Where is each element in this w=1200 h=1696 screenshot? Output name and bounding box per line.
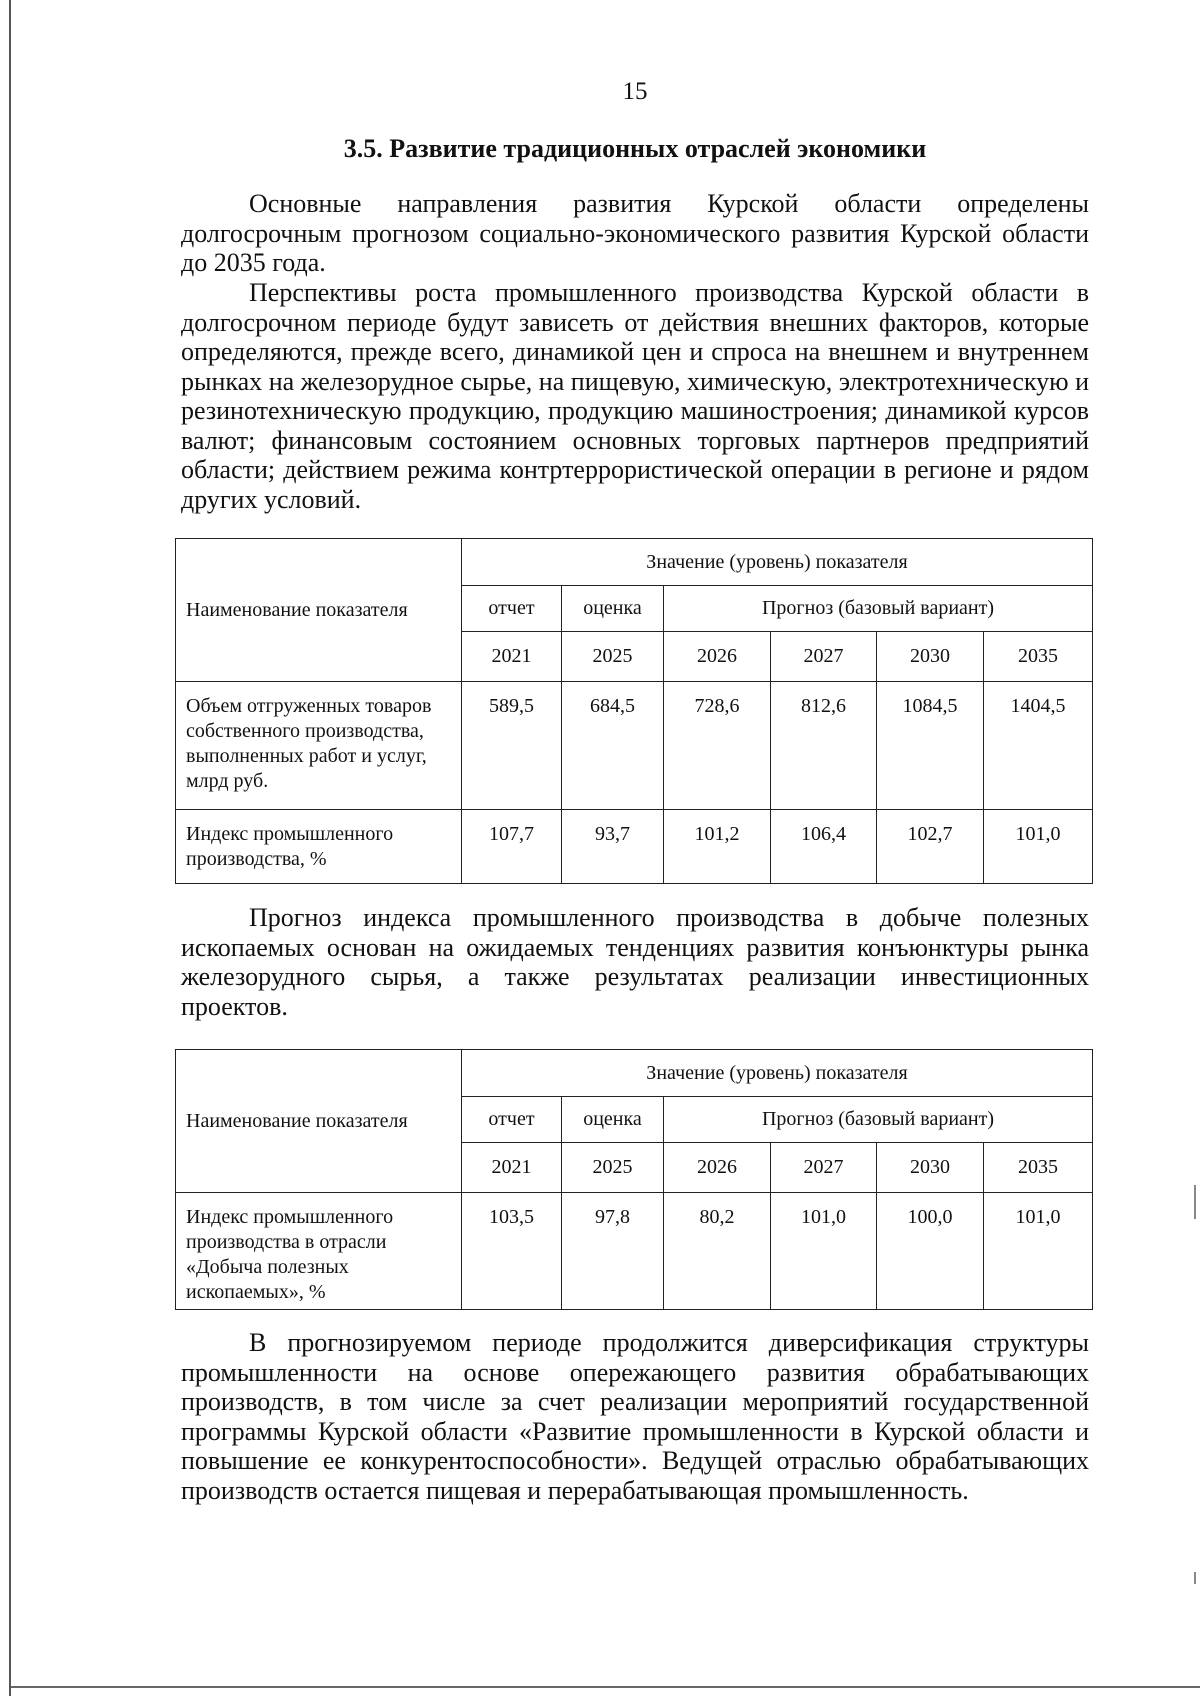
header-year: 2026 bbox=[664, 632, 771, 682]
indicator-value: 589,5 bbox=[462, 682, 562, 810]
indicators-table-mining bbox=[175, 1049, 1093, 1310]
header-forecast: Прогноз (базовый вариант) bbox=[664, 586, 1093, 632]
paragraph: Перспективы роста промышленного производства Курской области в долгосрочном периоде будут зависеть от действия внешних факторов, которые определяются, прежде всего, динамикой цен и спроса на внешнем и внутреннем рынках на железорудное сырье, на пищевую, химическую, электротехническую и резинотехническую продукцию, продукцию машиностроения; динамикой курсов валют; финансовым состоянием основных торговых партнеров предприятий области; действием режима контртеррористической операции в регионе и рядом других условий. bbox=[181, 278, 1089, 514]
header-year: 2025 bbox=[562, 632, 664, 682]
header-year: 2021 bbox=[462, 632, 562, 682]
indicator-value: 97,8 bbox=[562, 1193, 664, 1310]
table-row bbox=[176, 1193, 1093, 1310]
indicator-name: Индекс промышленного производства, % bbox=[176, 810, 462, 884]
header-year: 2035 bbox=[984, 1143, 1093, 1193]
indicator-value: 1084,5 bbox=[877, 682, 984, 810]
scan-edge-left bbox=[9, 0, 11, 1696]
header-report: отчет bbox=[462, 1097, 562, 1143]
paragraph: В прогнозируемом периоде продолжится диверсификация структуры промышленности на основе опережающего развития обрабатывающих производств, в том числе за счет реализации мероприятий государственной программы Курской области «Развитие промышленности в Курской области и повышение ее конкурентоспособности». Ведущей отраслью обрабатывающих производств остается пищевая и перерабатывающая промышленность. bbox=[181, 1328, 1089, 1505]
header-year: 2030 bbox=[877, 1143, 984, 1193]
scan-mark bbox=[1194, 1572, 1196, 1584]
indicator-value: 102,7 bbox=[877, 810, 984, 884]
indicator-value: 101,0 bbox=[771, 1193, 877, 1310]
table-row bbox=[176, 682, 1093, 810]
scan-edge-bottom bbox=[11, 1686, 1200, 1688]
scan-mark bbox=[1194, 1185, 1196, 1219]
indicator-value: 1404,5 bbox=[984, 682, 1093, 810]
header-forecast: Прогноз (базовый вариант) bbox=[664, 1097, 1093, 1143]
header-year: 2026 bbox=[664, 1143, 771, 1193]
indicator-value: 812,6 bbox=[771, 682, 877, 810]
header-year: 2030 bbox=[877, 632, 984, 682]
header-indicator-name: Наименование показателя bbox=[176, 539, 462, 682]
indicators-table-industry bbox=[175, 538, 1093, 884]
header-year: 2025 bbox=[562, 1143, 664, 1193]
indicator-value: 103,5 bbox=[462, 1193, 562, 1310]
header-value-group: Значение (уровень) показателя bbox=[462, 539, 1093, 586]
header-estimate: оценка bbox=[562, 586, 664, 632]
indicator-value: 100,0 bbox=[877, 1193, 984, 1310]
indicator-value: 80,2 bbox=[664, 1193, 771, 1310]
header-year: 2021 bbox=[462, 1143, 562, 1193]
indicator-value: 107,7 bbox=[462, 810, 562, 884]
paragraph: Основные направления развития Курской области определены долгосрочным прогнозом социально-экономического развития Курской области до 2035 года. bbox=[181, 189, 1089, 277]
indicator-value: 101,0 bbox=[984, 1193, 1093, 1310]
paragraph: Прогноз индекса промышленного производства в добыче полезных ископаемых основан на ожидаемых тенденциях развития конъюнктуры рынка железорудного сырья, а также результатах реализации инвестиционных проектов. bbox=[181, 903, 1089, 1021]
indicator-value: 728,6 bbox=[664, 682, 771, 810]
indicator-value: 93,7 bbox=[562, 810, 664, 884]
header-estimate: оценка bbox=[562, 1097, 664, 1143]
header-indicator-name: Наименование показателя bbox=[176, 1050, 462, 1193]
header-year: 2027 bbox=[771, 1143, 877, 1193]
indicator-name: Объем отгруженных товаров собственного производства, выполненных работ и услуг, млрд руб. bbox=[176, 682, 462, 810]
indicator-value: 101,0 bbox=[984, 810, 1093, 884]
indicator-value: 101,2 bbox=[664, 810, 771, 884]
indicator-value: 106,4 bbox=[771, 810, 877, 884]
indicator-name: Индекс промышленного производства в отрасли «Добыча полезных ископаемых», % bbox=[176, 1193, 462, 1310]
section-heading: 3.5. Развитие традиционных отраслей экономики bbox=[343, 134, 927, 163]
header-year: 2035 bbox=[984, 632, 1093, 682]
header-value-group: Значение (уровень) показателя bbox=[462, 1050, 1093, 1097]
header-year: 2027 bbox=[771, 632, 877, 682]
page-number: 15 bbox=[622, 78, 648, 105]
table-row bbox=[176, 810, 1093, 884]
indicator-value: 684,5 bbox=[562, 682, 664, 810]
header-report: отчет bbox=[462, 586, 562, 632]
